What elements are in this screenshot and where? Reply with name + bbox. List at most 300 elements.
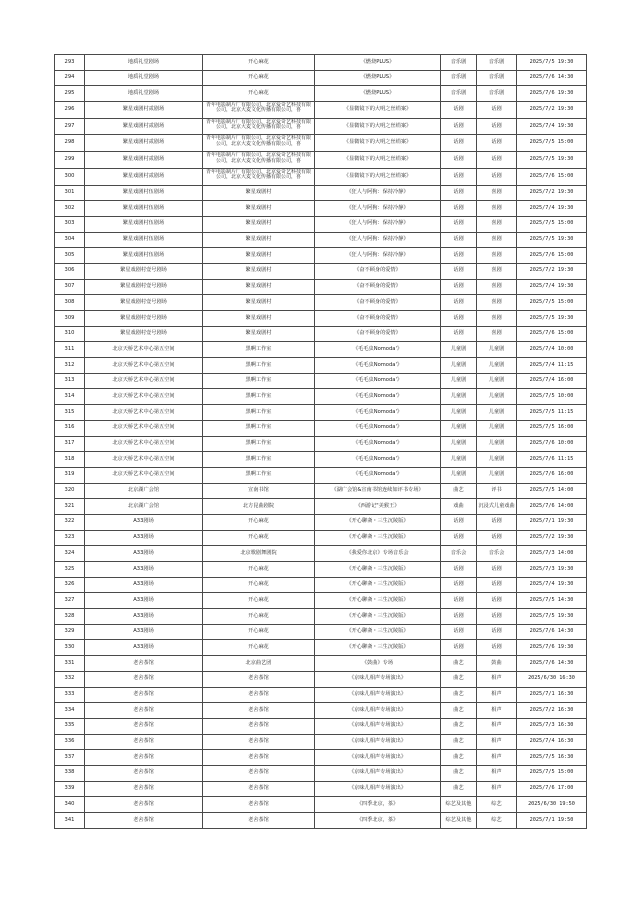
category-cell: 儿童剧 [441, 342, 477, 358]
genre-cell: 评书 [477, 483, 517, 499]
show-title-cell: 《四季北京，茶》 [315, 813, 441, 829]
organizer-cell: 繁星戏剧村 [203, 326, 315, 342]
category-cell: 话剧 [441, 295, 477, 311]
date-time-cell: 2025/7/4 16:00 [517, 373, 587, 389]
genre-cell: 喜剧 [477, 216, 517, 232]
show-title-cell: 《显微镜下的大明之丝绢案》 [315, 135, 441, 152]
date-time-cell: 2025/7/4 19:30 [517, 577, 587, 593]
category-cell: 话剧 [441, 562, 477, 578]
table-row [55, 734, 587, 750]
organizer-cell: 黑啊工作室 [203, 420, 315, 436]
show-title-cell: 《开心聊斋・三生沉陵版》 [315, 577, 441, 593]
show-title-cell: 《狂人与阿狗：保持冷静》 [315, 248, 441, 264]
venue-cell: 繁星戏剧村贰剧场 [85, 168, 203, 185]
row-number-cell: 341 [55, 813, 85, 829]
organizer-cell: 黑啊工作室 [203, 373, 315, 389]
organizer-cell: 青年电影制片厂有限公司，北京爱奇艺科技有限公司，北京大麦文化传播有限公司，喜 [203, 135, 315, 152]
genre-cell: 话剧 [477, 530, 517, 546]
organizer-cell: 青年电影制片厂有限公司，北京爱奇艺科技有限公司，北京大麦文化传播有限公司，喜 [203, 168, 315, 185]
show-title-cell: 《京味儿相声专场演出》 [315, 718, 441, 734]
organizer-cell: 开心麻花 [203, 593, 315, 609]
date-time-cell: 2025/7/5 10:00 [517, 389, 587, 405]
show-title-cell: 《毛毛虫Nomoda'》 [315, 342, 441, 358]
organizer-cell: 开心麻花 [203, 70, 315, 86]
genre-cell: 话剧 [477, 609, 517, 625]
venue-cell: 老舍茶馆 [85, 656, 203, 672]
show-title-cell: 《毛毛虫Nomoda'》 [315, 467, 441, 483]
show-title-cell: 《湖广会馆&宣南书馆连续如评书专场》 [315, 483, 441, 499]
organizer-cell: 繁星戏剧村 [203, 311, 315, 327]
date-time-cell: 2025/7/1 16:30 [517, 687, 587, 703]
show-title-cell: 《毛毛虫Nomoda'》 [315, 436, 441, 452]
show-title-cell: 《毛毛虫Nomoda'》 [315, 420, 441, 436]
date-time-cell: 2025/7/6 17:00 [517, 781, 587, 797]
row-number-cell: 308 [55, 295, 85, 311]
genre-cell: 话剧 [477, 152, 517, 169]
organizer-cell: 青年电影制片厂有限公司，北京爱奇艺科技有限公司，北京大麦文化传播有限公司，喜 [203, 118, 315, 135]
genre-cell: 儿童剧 [477, 358, 517, 374]
row-number-cell: 294 [55, 70, 85, 86]
venue-cell: 繁星戏剧村贰剧场 [85, 152, 203, 169]
date-time-cell: 2025/7/6 14:00 [517, 499, 587, 515]
show-title-cell: 《显微镜下的大明之丝绢案》 [315, 118, 441, 135]
genre-cell: 儿童剧 [477, 436, 517, 452]
genre-cell: 喜剧 [477, 326, 517, 342]
table-row [55, 185, 587, 201]
date-time-cell: 2025/7/5 19:30 [517, 311, 587, 327]
venue-cell: 地质礼堂剧场 [85, 86, 203, 102]
table-row [55, 640, 587, 656]
organizer-cell: 宣南书馆 [203, 483, 315, 499]
venue-cell: 繁星戏剧村壹号剧场 [85, 279, 203, 295]
category-cell: 儿童剧 [441, 436, 477, 452]
organizer-cell: 北京曲艺团 [203, 656, 315, 672]
genre-cell: 相声 [477, 671, 517, 687]
row-number-cell: 317 [55, 436, 85, 452]
table-row [55, 168, 587, 185]
category-cell: 话剧 [441, 593, 477, 609]
category-cell: 话剧 [441, 118, 477, 135]
organizer-cell: 老舍茶馆 [203, 765, 315, 781]
row-number-cell: 302 [55, 201, 85, 217]
row-number-cell: 339 [55, 781, 85, 797]
show-title-cell: 《奋不顾身的爱情》 [315, 326, 441, 342]
venue-cell: 老舍茶馆 [85, 687, 203, 703]
venue-cell: A33剧场 [85, 562, 203, 578]
show-title-cell: 《四季北京，茶》 [315, 797, 441, 813]
table-body [55, 55, 587, 829]
row-number-cell: 328 [55, 609, 85, 625]
genre-cell: 相声 [477, 718, 517, 734]
table-row [55, 452, 587, 468]
table-row [55, 530, 587, 546]
genre-cell: 沉浸式儿童戏曲 [477, 499, 517, 515]
show-title-cell: 《毛毛虫Nomoda'》 [315, 405, 441, 421]
genre-cell: 话剧 [477, 118, 517, 135]
venue-cell: A33剧场 [85, 624, 203, 640]
show-title-cell: 《开心聊斋・三生沉陵版》 [315, 530, 441, 546]
show-title-cell: 《开心聊斋・三生沉陵版》 [315, 640, 441, 656]
venue-cell: 繁星戏剧村伍剧场 [85, 248, 203, 264]
category-cell: 曲艺 [441, 781, 477, 797]
genre-cell: 喜剧 [477, 263, 517, 279]
venue-cell: 繁星戏剧村贰剧场 [85, 135, 203, 152]
table-row [55, 656, 587, 672]
table-row [55, 248, 587, 264]
organizer-cell: 北方昆曲剧院 [203, 499, 315, 515]
organizer-cell: 黑啊工作室 [203, 467, 315, 483]
row-number-cell: 306 [55, 263, 85, 279]
organizer-cell: 繁星戏剧村 [203, 248, 315, 264]
table-row [55, 232, 587, 248]
organizer-cell: 老舍茶馆 [203, 797, 315, 813]
genre-cell: 话剧 [477, 102, 517, 119]
row-number-cell: 337 [55, 750, 85, 766]
date-time-cell: 2025/7/6 15:00 [517, 168, 587, 185]
table-row [55, 420, 587, 436]
venue-cell: 繁星戏剧村壹号剧场 [85, 311, 203, 327]
show-title-cell: 《奋不顾身的爱情》 [315, 263, 441, 279]
date-time-cell: 2025/7/1 19:30 [517, 514, 587, 530]
table-row [55, 118, 587, 135]
venue-cell: A33剧场 [85, 609, 203, 625]
date-time-cell: 2025/7/5 14:30 [517, 593, 587, 609]
table-row [55, 55, 587, 71]
venue-cell: 地质礼堂剧场 [85, 70, 203, 86]
date-time-cell: 2025/7/5 19:30 [517, 55, 587, 71]
organizer-cell: 开心麻花 [203, 577, 315, 593]
date-time-cell: 2025/7/2 16:30 [517, 703, 587, 719]
show-title-cell: 《开心聊斋・三生沉陵版》 [315, 609, 441, 625]
date-time-cell: 2025/7/5 16:30 [517, 750, 587, 766]
category-cell: 话剧 [441, 201, 477, 217]
venue-cell: 繁星戏剧村壹号剧场 [85, 263, 203, 279]
table-row [55, 718, 587, 734]
row-number-cell: 293 [55, 55, 85, 71]
genre-cell: 综艺 [477, 797, 517, 813]
row-number-cell: 304 [55, 232, 85, 248]
venue-cell: 繁星戏剧村伍剧场 [85, 216, 203, 232]
row-number-cell: 312 [55, 358, 85, 374]
genre-cell: 话剧 [477, 514, 517, 530]
show-title-cell: 《京味儿相声专场演出》 [315, 750, 441, 766]
date-time-cell: 2025/7/4 16:30 [517, 734, 587, 750]
table-row [55, 102, 587, 119]
table-row [55, 389, 587, 405]
organizer-cell: 开心麻花 [203, 609, 315, 625]
venue-cell: 老舍茶馆 [85, 781, 203, 797]
category-cell: 话剧 [441, 530, 477, 546]
row-number-cell: 338 [55, 765, 85, 781]
row-number-cell: 323 [55, 530, 85, 546]
venue-cell: 老舍茶馆 [85, 703, 203, 719]
genre-cell: 音乐剧 [477, 86, 517, 102]
table-row [55, 499, 587, 515]
row-number-cell: 330 [55, 640, 85, 656]
genre-cell: 儿童剧 [477, 467, 517, 483]
show-title-cell: 《显微镜下的大明之丝绢案》 [315, 168, 441, 185]
venue-cell: 北京天桥艺术中心第五空间 [85, 373, 203, 389]
row-number-cell: 295 [55, 86, 85, 102]
row-number-cell: 296 [55, 102, 85, 119]
category-cell: 综艺及其他 [441, 813, 477, 829]
row-number-cell: 334 [55, 703, 85, 719]
row-number-cell: 322 [55, 514, 85, 530]
organizer-cell: 开心麻花 [203, 624, 315, 640]
venue-cell: 繁星戏剧村壹号剧场 [85, 326, 203, 342]
date-time-cell: 2025/7/6 15:00 [517, 248, 587, 264]
genre-cell: 喜剧 [477, 201, 517, 217]
table-row [55, 671, 587, 687]
organizer-cell: 老舍茶馆 [203, 781, 315, 797]
category-cell: 话剧 [441, 279, 477, 295]
genre-cell: 相声 [477, 734, 517, 750]
organizer-cell: 繁星戏剧村 [203, 201, 315, 217]
category-cell: 话剧 [441, 514, 477, 530]
row-number-cell: 307 [55, 279, 85, 295]
row-number-cell: 300 [55, 168, 85, 185]
table-row [55, 483, 587, 499]
table-row [55, 562, 587, 578]
organizer-cell: 老舍茶馆 [203, 687, 315, 703]
venue-cell: 繁星戏剧村伍剧场 [85, 185, 203, 201]
venue-cell: 老舍茶馆 [85, 718, 203, 734]
show-title-cell: 《京味儿相声专场演出》 [315, 781, 441, 797]
genre-cell: 相声 [477, 750, 517, 766]
date-time-cell: 2025/7/5 15:00 [517, 135, 587, 152]
category-cell: 话剧 [441, 609, 477, 625]
show-title-cell: 《显微镜下的大明之丝绢案》 [315, 152, 441, 169]
venue-cell: A33剧场 [85, 577, 203, 593]
genre-cell: 相声 [477, 765, 517, 781]
category-cell: 曲艺 [441, 656, 477, 672]
table-row [55, 781, 587, 797]
row-number-cell: 309 [55, 311, 85, 327]
genre-cell: 儿童剧 [477, 405, 517, 421]
category-cell: 曲艺 [441, 734, 477, 750]
date-time-cell: 2025/7/5 11:15 [517, 405, 587, 421]
date-time-cell: 2025/7/5 15:00 [517, 216, 587, 232]
table-row [55, 342, 587, 358]
date-time-cell: 2025/7/5 15:00 [517, 765, 587, 781]
date-time-cell: 2025/7/4 19:30 [517, 201, 587, 217]
date-time-cell: 2025/7/6 19:30 [517, 640, 587, 656]
category-cell: 话剧 [441, 168, 477, 185]
category-cell: 音乐剧 [441, 86, 477, 102]
category-cell: 话剧 [441, 135, 477, 152]
row-number-cell: 324 [55, 546, 85, 562]
row-number-cell: 340 [55, 797, 85, 813]
table-row [55, 152, 587, 169]
organizer-cell: 青年电影制片厂有限公司，北京爱奇艺科技有限公司，北京大麦文化传播有限公司，喜 [203, 152, 315, 169]
genre-cell: 话剧 [477, 640, 517, 656]
category-cell: 曲艺 [441, 765, 477, 781]
category-cell: 儿童剧 [441, 467, 477, 483]
row-number-cell: 315 [55, 405, 85, 421]
genre-cell: 喜剧 [477, 248, 517, 264]
organizer-cell: 繁星戏剧村 [203, 279, 315, 295]
venue-cell: 繁星戏剧村伍剧场 [85, 201, 203, 217]
row-number-cell: 329 [55, 624, 85, 640]
date-time-cell: 2025/7/5 19:30 [517, 152, 587, 169]
venue-cell: 老舍茶馆 [85, 797, 203, 813]
row-number-cell: 316 [55, 420, 85, 436]
category-cell: 曲艺 [441, 750, 477, 766]
genre-cell: 相声 [477, 703, 517, 719]
row-number-cell: 319 [55, 467, 85, 483]
row-number-cell: 336 [55, 734, 85, 750]
category-cell: 话剧 [441, 624, 477, 640]
genre-cell: 儿童剧 [477, 420, 517, 436]
category-cell: 儿童剧 [441, 389, 477, 405]
genre-cell: 综艺 [477, 813, 517, 829]
venue-cell: 繁星戏剧村贰剧场 [85, 102, 203, 119]
table-row [55, 765, 587, 781]
venue-cell: 北京天桥艺术中心第五空间 [85, 452, 203, 468]
venue-cell: A33剧场 [85, 640, 203, 656]
show-title-cell: 《京味儿相声专场演出》 [315, 687, 441, 703]
row-number-cell: 299 [55, 152, 85, 169]
venue-cell: 北京天桥艺术中心第五空间 [85, 389, 203, 405]
genre-cell: 喜剧 [477, 232, 517, 248]
venue-cell: A33剧场 [85, 546, 203, 562]
venue-cell: 老舍茶馆 [85, 750, 203, 766]
table-row [55, 703, 587, 719]
organizer-cell: 开心麻花 [203, 86, 315, 102]
show-title-cell: 《狂人与阿狗：保持冷静》 [315, 232, 441, 248]
venue-cell: 老舍茶馆 [85, 734, 203, 750]
genre-cell: 儿童剧 [477, 373, 517, 389]
show-title-cell: 《燃烧PLUS》 [315, 70, 441, 86]
row-number-cell: 310 [55, 326, 85, 342]
show-title-cell: 《毛毛虫Nomoda'》 [315, 358, 441, 374]
organizer-cell: 黑啊工作室 [203, 389, 315, 405]
venue-cell: 北京天桥艺术中心第五空间 [85, 467, 203, 483]
organizer-cell: 繁星戏剧村 [203, 185, 315, 201]
venue-cell: 老舍茶馆 [85, 765, 203, 781]
show-title-cell: 《狂人与阿狗：保持冷静》 [315, 185, 441, 201]
date-time-cell: 2025/7/5 19:30 [517, 609, 587, 625]
category-cell: 话剧 [441, 102, 477, 119]
show-title-cell: 《燃烧PLUS》 [315, 86, 441, 102]
date-time-cell: 2025/7/2 19:30 [517, 102, 587, 119]
show-title-cell: 《奋不顾身的爱情》 [315, 279, 441, 295]
table-row [55, 609, 587, 625]
genre-cell: 话剧 [477, 168, 517, 185]
organizer-cell: 开心麻花 [203, 562, 315, 578]
date-time-cell: 2025/6/30 16:30 [517, 671, 587, 687]
venue-cell: 地质礼堂剧场 [85, 55, 203, 71]
date-time-cell: 2025/7/2 19:30 [517, 185, 587, 201]
category-cell: 音乐剧 [441, 55, 477, 71]
genre-cell: 儿童剧 [477, 342, 517, 358]
show-title-cell: 《京味儿相声专场演出》 [315, 734, 441, 750]
genre-cell: 喜剧 [477, 311, 517, 327]
genre-cell: 音乐剧 [477, 70, 517, 86]
show-title-cell: 《京味儿相声专场演出》 [315, 765, 441, 781]
organizer-cell: 黑啊工作室 [203, 405, 315, 421]
date-time-cell: 2025/7/6 19:30 [517, 86, 587, 102]
show-title-cell: 《西游记"美猴王》 [315, 499, 441, 515]
organizer-cell: 繁星戏剧村 [203, 232, 315, 248]
organizer-cell: 开心麻花 [203, 530, 315, 546]
date-time-cell: 2025/7/5 14:00 [517, 483, 587, 499]
category-cell: 音乐会 [441, 546, 477, 562]
table-row [55, 326, 587, 342]
table-row [55, 70, 587, 86]
organizer-cell: 开心麻花 [203, 55, 315, 71]
organizer-cell: 青年电影制片厂有限公司，北京爱奇艺科技有限公司，北京大麦文化传播有限公司，喜 [203, 102, 315, 119]
venue-cell: 老舍茶馆 [85, 813, 203, 829]
date-time-cell: 2025/7/1 19:50 [517, 813, 587, 829]
show-title-cell: 《开心聊斋・三生沉陵版》 [315, 593, 441, 609]
organizer-cell: 开心麻花 [203, 640, 315, 656]
category-cell: 曲艺 [441, 718, 477, 734]
row-number-cell: 303 [55, 216, 85, 232]
genre-cell: 相声 [477, 687, 517, 703]
venue-cell: 繁星戏剧村伍剧场 [85, 232, 203, 248]
organizer-cell: 老舍茶馆 [203, 703, 315, 719]
row-number-cell: 327 [55, 593, 85, 609]
show-title-cell: 《开心聊斋・三生沉陵版》 [315, 562, 441, 578]
genre-cell: 儿童剧 [477, 452, 517, 468]
row-number-cell: 298 [55, 135, 85, 152]
table-row [55, 813, 587, 829]
date-time-cell: 2025/7/6 15:00 [517, 326, 587, 342]
venue-cell: 繁星戏剧村壹号剧场 [85, 295, 203, 311]
category-cell: 曲艺 [441, 671, 477, 687]
genre-cell: 喜剧 [477, 279, 517, 295]
organizer-cell: 黑啊工作室 [203, 452, 315, 468]
date-time-cell: 2025/7/6 14:30 [517, 70, 587, 86]
genre-cell: 话剧 [477, 135, 517, 152]
row-number-cell: 321 [55, 499, 85, 515]
venue-cell: 北京天桥艺术中心第五空间 [85, 358, 203, 374]
category-cell: 儿童剧 [441, 452, 477, 468]
table-row [55, 216, 587, 232]
table-row [55, 546, 587, 562]
show-title-cell: 《京味儿相声专场演出》 [315, 671, 441, 687]
category-cell: 话剧 [441, 216, 477, 232]
venue-cell: A33剧场 [85, 530, 203, 546]
row-number-cell: 314 [55, 389, 85, 405]
genre-cell: 鼓曲 [477, 656, 517, 672]
venue-cell: 北京天桥艺术中心第五空间 [85, 420, 203, 436]
show-title-cell: 《毛毛虫Nomoda'》 [315, 389, 441, 405]
genre-cell: 音乐会 [477, 546, 517, 562]
organizer-cell: 黑啊工作室 [203, 436, 315, 452]
date-time-cell: 2025/7/4 19:30 [517, 118, 587, 135]
category-cell: 话剧 [441, 248, 477, 264]
show-title-cell: 《显微镜下的大明之丝绢案》 [315, 102, 441, 119]
organizer-cell: 繁星戏剧村 [203, 263, 315, 279]
show-title-cell: 《燃烧PLUS》 [315, 55, 441, 71]
date-time-cell: 2025/7/2 19:30 [517, 263, 587, 279]
organizer-cell: 老舍茶馆 [203, 671, 315, 687]
category-cell: 儿童剧 [441, 405, 477, 421]
show-title-cell: 《毛毛虫Nomoda'》 [315, 373, 441, 389]
date-time-cell: 2025/7/4 10:00 [517, 342, 587, 358]
date-time-cell: 2025/7/5 19:30 [517, 232, 587, 248]
show-title-cell: 《我爱你北京》专场音乐会 [315, 546, 441, 562]
date-time-cell: 2025/7/3 14:00 [517, 546, 587, 562]
category-cell: 话剧 [441, 326, 477, 342]
category-cell: 儿童剧 [441, 420, 477, 436]
venue-cell: 北京天桥艺术中心第五空间 [85, 342, 203, 358]
organizer-cell: 北京歌剧舞剧院 [203, 546, 315, 562]
category-cell: 音乐剧 [441, 70, 477, 86]
date-time-cell: 2025/7/4 11:15 [517, 358, 587, 374]
